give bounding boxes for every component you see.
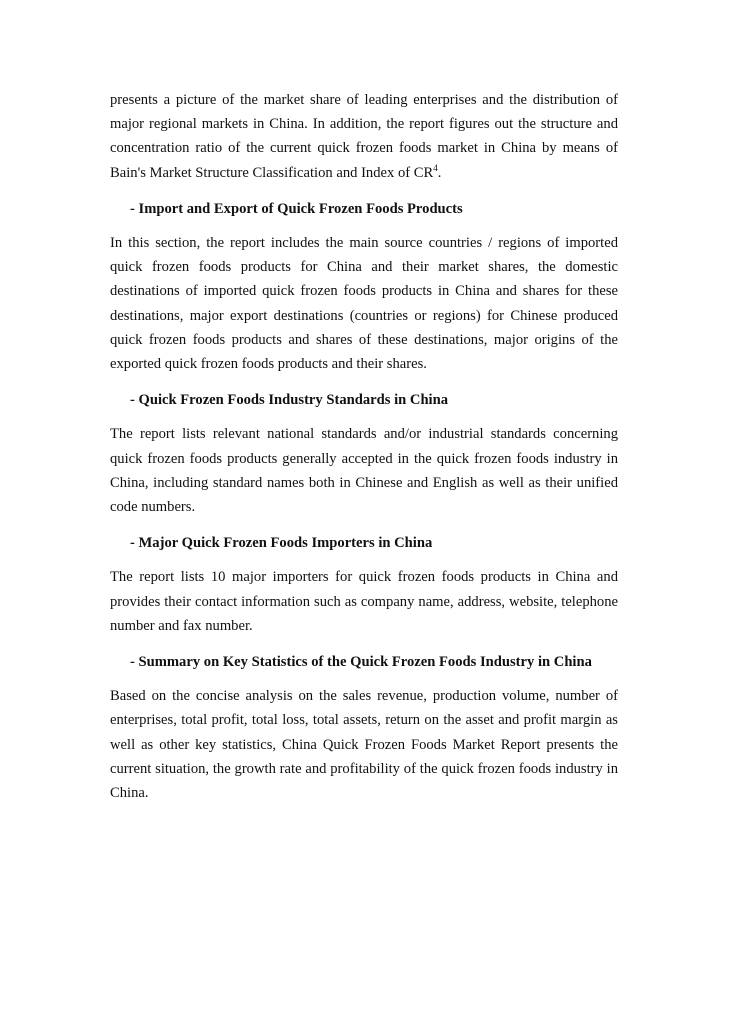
section-body-industry-standards: The report lists relevant national standards and/or industrial standards concerning quick frozen foods products generally accepted in the quick frozen foods industry in China, including standard names both in Chinese and English as well as their unified code numbers. xyxy=(110,426,618,516)
section-heading-major-importers: - Major Quick Frozen Foods Importers in China xyxy=(130,535,433,552)
section-heading-industry-standards: - Quick Frozen Foods Industry Standards in China xyxy=(130,392,449,409)
section-body-key-statistics: Based on the concise analysis on the sales revenue, production volume, number of enterprises, total profit, total loss, total assets, return on the asset and profit margin as well as other key statistics, China Quick Frozen Foods Market Report presents the current situation, the growth rate and profitability of the quick frozen foods industry in China. xyxy=(110,688,618,802)
document-page xyxy=(110,88,618,805)
section-heading-key-statistics: - Summary on Key Statistics of the Quick Frozen Foods Industry in China xyxy=(130,654,592,671)
intro-paragraph-end: . xyxy=(437,164,442,181)
intro-paragraph xyxy=(110,88,618,185)
section-body-import-export: In this section, the report includes the main source countries / regions of imported quick frozen foods products for China and their market shares, the domestic destinations of imported quick frozen foods products in China and shares for these destinations, major export destinations (countries or regions) for Chinese produced quick frozen foods products and shares of these destinations, major origins of the exported quick frozen foods products and their shares. xyxy=(110,235,618,373)
cr-superscript: 4 xyxy=(433,162,438,173)
section-body-major-importers: The report lists 10 major importers for quick frozen foods products in China and provides their contact information such as company name, address, website, telephone number and fax number. xyxy=(110,569,618,634)
intro-paragraph-text: presents a picture of the market share of leading enterprises and the distribution of major regional markets in China. In addition, the report figures out the structure and concentration ratio of the current quick frozen foods market in China by means of Bain's Market Structure Classification and Index of CR xyxy=(110,92,618,181)
section-heading-import-export: - Import and Export of Quick Frozen Foods Products xyxy=(130,200,463,217)
